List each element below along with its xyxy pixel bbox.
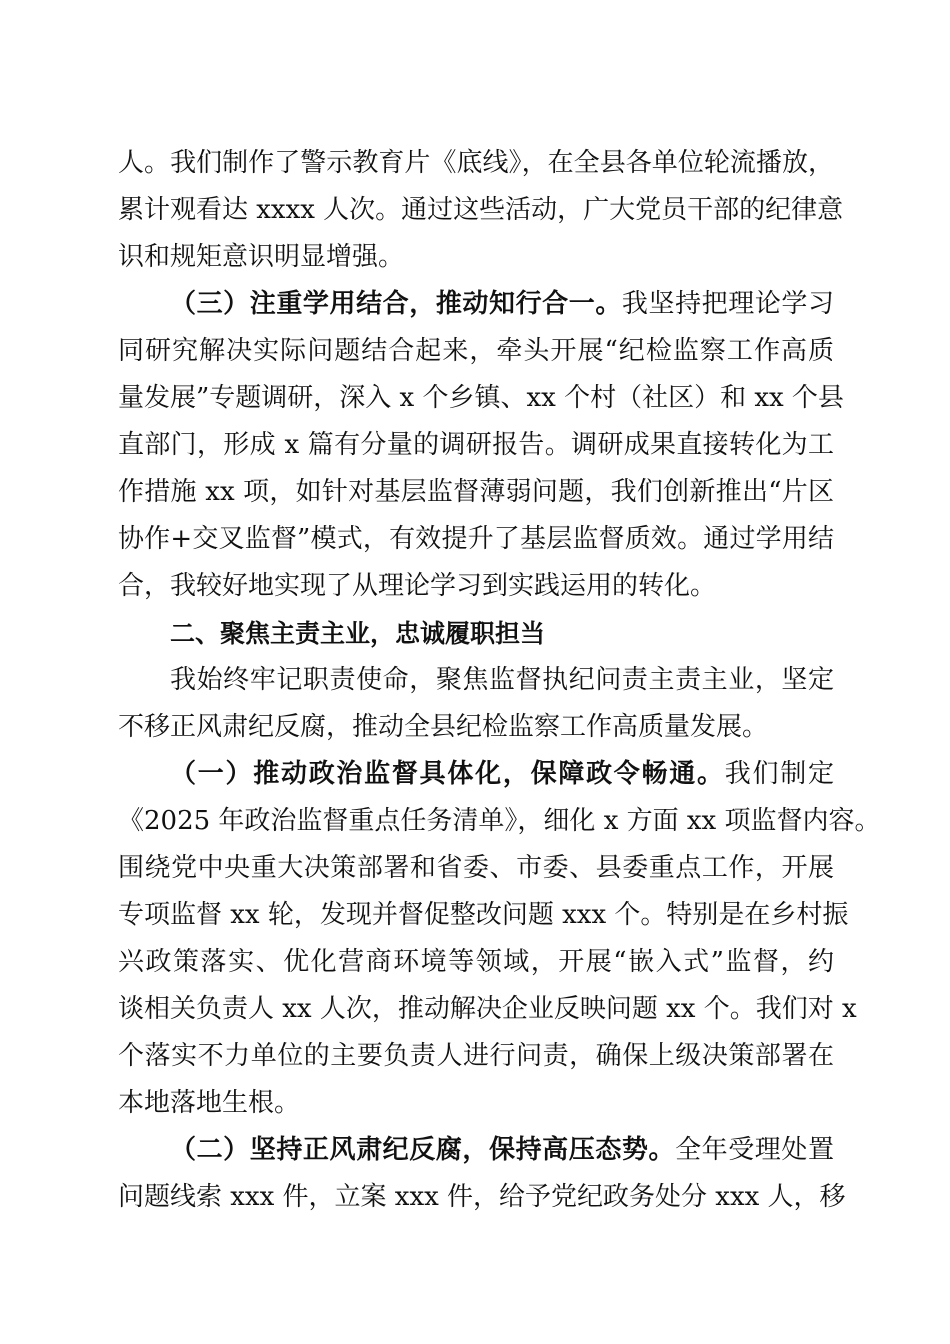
text-line: 本地落地生根。 bbox=[118, 1088, 301, 1118]
subsection-title: （二）坚持正风肃纪反腐，保持高压态势。 bbox=[170, 1135, 676, 1165]
text-line: 谈相关负责人 xx 人次，推动解决企业反映问题 xx 个。我们对 x bbox=[118, 994, 857, 1024]
text-run: 我们制定 bbox=[724, 759, 834, 789]
text-line: 围绕党中央重大决策部署和省委、市委、县委重点工作，开展 bbox=[118, 853, 834, 883]
document-page bbox=[118, 140, 881, 1221]
paragraph-intro bbox=[118, 657, 834, 751]
text-line: 识和规矩意识明显增强。 bbox=[118, 242, 405, 272]
paragraph-section-1 bbox=[118, 751, 881, 1127]
text-line: 《2025 年政治监督重点任务清单》，细化 x 方面 xx 项监督内容。 bbox=[118, 806, 881, 836]
text-line: 问题线索 xxx 件，立案 xxx 件，给予党纪政务处分 xxx 人，移 bbox=[118, 1182, 846, 1212]
section-heading-2 bbox=[118, 610, 834, 657]
text-line bbox=[118, 751, 834, 798]
text-line: 累计观看达 xxxx 人次。通过这些活动，广大党员干部的纪律意 bbox=[118, 195, 844, 225]
text-line bbox=[118, 1127, 834, 1174]
text-line: 个落实不力单位的主要负责人进行问责，确保上级决策部署在 bbox=[118, 1041, 834, 1071]
text-line: 兴政策落实、优化营商环境等领域，开展“嵌入式”监督，约 bbox=[118, 947, 834, 977]
text-line: 人。我们制作了警示教育片《底线》，在全县各单位轮流播放， bbox=[118, 148, 834, 178]
text-run: 我坚持把理论学习 bbox=[621, 289, 834, 319]
text-line: 协作+交叉监督”模式，有效提升了基层监督质效。通过学用结 bbox=[118, 524, 834, 554]
text-line bbox=[118, 281, 834, 328]
subsection-title: （三）注重学用结合，推动知行合一。 bbox=[170, 289, 622, 319]
text-line: 专项监督 xx 轮，发现并督促整改问题 xxx 个。特别是在乡村振 bbox=[118, 900, 849, 930]
section-heading: 二、聚焦主责主业，忠诚履职担当 bbox=[170, 619, 546, 648]
text-line: 我始终牢记职责使命，聚焦监督执纪问责主责主业，坚定 bbox=[170, 665, 834, 695]
text-line: 作措施 xx 项，如针对基层监督薄弱问题，我们创新推出“片区 bbox=[118, 477, 834, 507]
text-line: 直部门，形成 x 篇有分量的调研报告。调研成果直接转化为工 bbox=[118, 430, 834, 460]
text-run: 全年受理处置 bbox=[675, 1135, 834, 1165]
paragraph-section-3 bbox=[118, 281, 844, 610]
paragraph-continuation bbox=[118, 140, 844, 281]
subsection-title: （一）推动政治监督具体化，保障政令畅通。 bbox=[170, 759, 725, 789]
text-line: 合，我较好地实现了从理论学习到实践运用的转化。 bbox=[118, 571, 717, 601]
text-line: 不移正风肃纪反腐，推动全县纪检监察工作高质量发展。 bbox=[118, 712, 769, 742]
text-line: 量发展”专题调研，深入 x 个乡镇、xx 个村（社区）和 xx 个县 bbox=[118, 383, 844, 413]
paragraph-section-2 bbox=[118, 1127, 846, 1221]
text-line: 同研究解决实际问题结合起来，牵头开展“纪检监察工作高质 bbox=[118, 336, 834, 366]
